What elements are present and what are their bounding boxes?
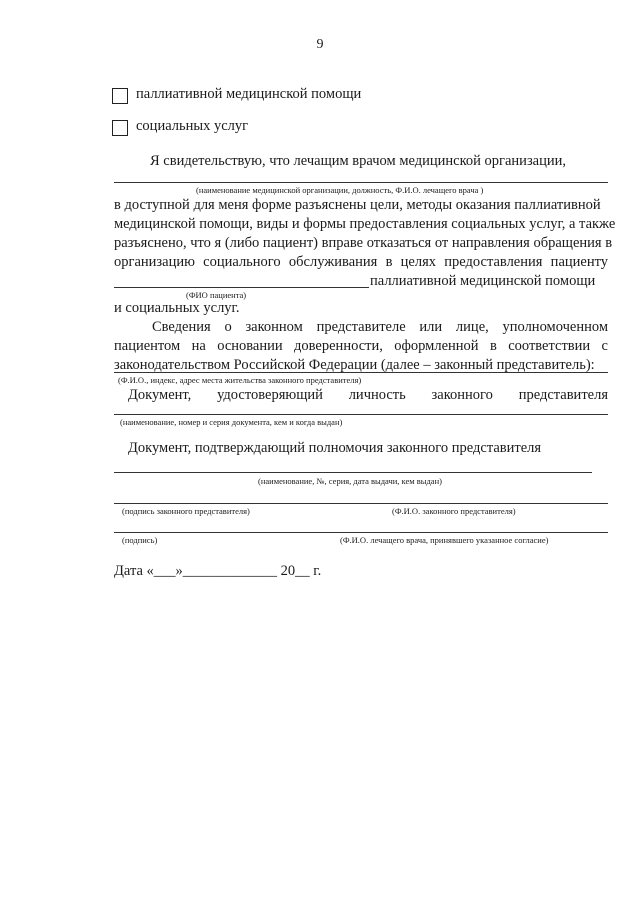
org-doctor-line[interactable]: [114, 182, 608, 183]
page-number: 9: [316, 37, 324, 52]
paragraph-2-line-3: законодательством Российской Федерации (далее – законный представитель):: [114, 357, 595, 373]
representative-info-line[interactable]: [114, 372, 608, 373]
caption-doc-authority: (наименование, №, серия, дата выдачи, кем выдан): [258, 476, 442, 486]
doc-authority-line[interactable]: [114, 472, 592, 473]
caption-doc-identity: (наименование, номер и серия документа, кем и когда выдан): [120, 417, 343, 427]
checkbox-palliative[interactable]: [112, 88, 128, 104]
paragraph-1-line-1: [114, 197, 608, 214]
doctor-signature-line[interactable]: [114, 532, 608, 533]
caption-representative: (Ф.И.О., индекс, адрес места жительства законного представителя): [118, 375, 362, 385]
p1-l1-text: в доступной для меня форме разъяснены цели, методы оказания паллиативной: [114, 197, 601, 213]
caption-org: (наименование медицинской организации, должность, Ф.И.О. лечащего врача ): [196, 185, 484, 195]
caption-doctor: (Ф.И.О. лечащего врача, принявшего указанное согласие): [340, 535, 549, 545]
paragraph-1-line-5: паллиативной медицинской помощи: [370, 273, 596, 289]
paragraph-2-line-2: пациентом на основании доверенности, оформленной в соответствии с: [114, 338, 608, 354]
paragraph-1-line-4: организацию социального обслуживания в целях предоставления пациенту: [114, 254, 608, 270]
paragraph-1-line-3: разъяснено, что я (либо пациент) вправе отказаться от направления обращения в: [114, 235, 613, 251]
paragraph-2-line-1: Сведения о законном представителе или лице, уполномоченном: [152, 319, 608, 335]
patient-name-line[interactable]: [114, 287, 369, 288]
caption-rep-name: (Ф.И.О. законного представителя): [392, 506, 516, 516]
checkbox-palliative-label: паллиативной медицинской помощи: [136, 86, 362, 102]
paragraph-1-line-2: медицинской помощи, виды и формы предоставления социальных услуг, а также: [114, 216, 616, 232]
checkbox-social-label: социальных услуг: [136, 118, 249, 134]
caption-signature: (подпись): [122, 535, 158, 545]
representative-signature-line[interactable]: [114, 503, 608, 504]
checkbox-social[interactable]: [112, 120, 128, 136]
caption-patient: (ФИО пациента): [186, 290, 247, 300]
paragraph-1-line-6: и социальных услуг.: [114, 300, 240, 316]
intro-text: Я свидетельствую, что лечащим врачом медицинской организации,: [150, 153, 567, 169]
doc-identity-label: Документ, удостоверяющий личность законного представителя: [128, 387, 608, 403]
date-field[interactable]: Дата «___»_____________ 20__ г.: [114, 563, 322, 579]
doc-identity-line[interactable]: [114, 414, 608, 415]
caption-rep-signature: (подпись законного представителя): [122, 506, 250, 516]
doc-authority-label: Документ, подтверждающий полномочия законного представителя: [128, 440, 542, 456]
